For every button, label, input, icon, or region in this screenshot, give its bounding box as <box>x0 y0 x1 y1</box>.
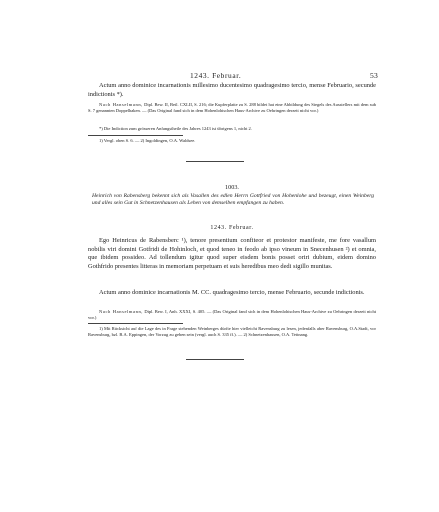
page-number: 53 <box>370 71 378 80</box>
previous-document-source <box>88 102 376 114</box>
document-source <box>88 309 376 321</box>
source-citation: Dipl. Bew. II, Beil. CXLII, S. 216; die Kupferplatte zu S. 288 bildet hat eine Abbildung des Siegels des Ausstellers mit dem sub S. 7 genannten Doppelhaken. — (Das Original fand sich in dem Hohenlohischen Haus-Archive zu Oehringen derzeit nicht vor.) <box>88 102 377 114</box>
source-author: Nach Hanselmann, <box>99 102 143 107</box>
section-divider <box>186 161 244 162</box>
document-footnotes: 1) Mit Rücksicht auf die Lage des in Frage stehenden Weinberges dürfte hier vielleicht Ravensburg zu lesen, jedenfalls aber Ravensburg, O.A.Stadt, vor Ravensburg, bzl. B.A. Eppingen, der Vorzug zu geben sein (vergl. auch S. 335 ff.). — 2) Schnetzenhausen, O.A. Tettnang. <box>88 326 376 338</box>
document-regest: Heinrich von Rabensberg bekennt sich als Vasallen des edlen Herrn Gottfried von Hohenlohe und bezeugt, einen Weinberg und alles sein Gut in Schnetzenhausen als Lehen von demselben empfangen zu haben. <box>92 193 374 207</box>
document-date: 1243. Februar. <box>210 225 254 231</box>
previous-document-closing: Actum anno dominice incarnationis millesimo ducentesimo quadragesimo tercio, mense Februario, secunde indictionis *). <box>88 82 376 98</box>
document-body: Ego Heinricus de Rabensberc ¹), tenore presentium confiteor et protestor manifeste, me fore vasallum nobilis viri domini Gotfridi de Hohinloch, et quod teneo in feodo ab ipso vineum in Snecenhusen ²) et omnia, que ibidem possideo. Ad tollendum igitur quod super eisdem bonis posset oriri dubium, eidem domino Gothfrido presentes litteras in memoriam perpetuam et suis heredibus meo dedi sigillo munitas. <box>88 237 376 270</box>
footnote-divider <box>88 323 183 324</box>
indiction-note: *) Die Indiction zum grösseren Anfangstheile des Jahres 1243 ist übrigens 1, nicht 2. <box>99 126 252 131</box>
source-citation: Dipl. Bew. I, Anh. XXXI, S. 405. — (Das Original fand sich in dem Hohenlohischen Haus-Archive zu Oehringen derzeit nicht vor.) <box>88 309 377 321</box>
section-divider <box>186 359 244 360</box>
document-closing: Actum anno dominice incarnationis M. CC. quadragesimo tercio, mense Februario, secunde indictionis. <box>99 289 365 296</box>
source-author: Nach Hanselmann, <box>99 309 144 314</box>
document-number: 1003. <box>225 184 239 191</box>
footnote-divider <box>88 135 183 136</box>
header-date: 1243. Februar. <box>190 71 242 80</box>
previous-document-footnotes: 1) Vergl. oben S. 6. — 2) Ingoldingen, O.A. Waldsee. <box>99 138 196 143</box>
